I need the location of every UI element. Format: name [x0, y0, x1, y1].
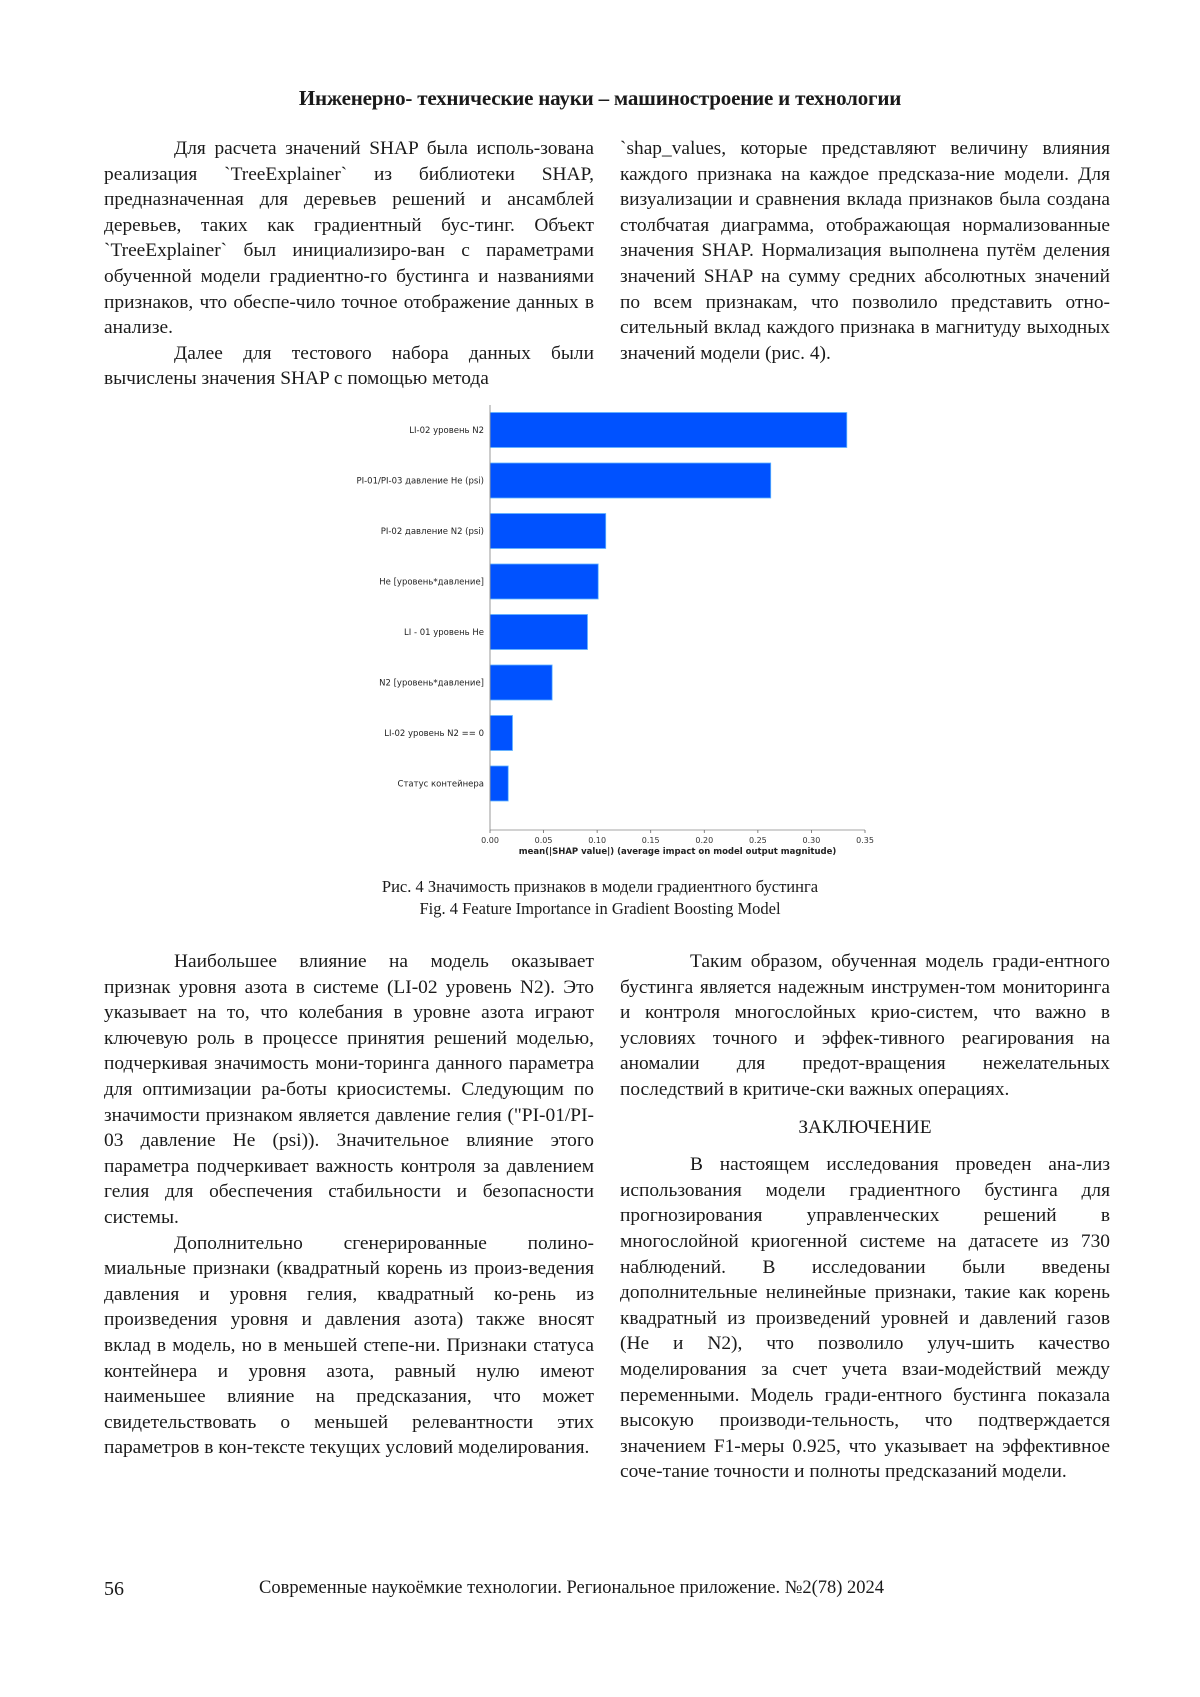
paragraph: В настоящем исследования проведен ана-лиз использования модели градиентного бустинга для прогнозирования управленческих решений в многослойной криогенной системе на датасете из 730 наблюдений. В исследовании были введены дополнительные нелинейные признаки, такие как корень квадратный из произведений уровней и давлений газов (He и N2), что позволило улуч-шить качество моделирования за счет учета взаи-модействий между переменными. Модель гради-ентного бустинга показала высокую производи-тельность, что подтверждается значением F1-меры 0.925, что указывает на эффективное соче-тание точности и полноты предсказаний модели. — [620, 1154, 1110, 1483]
journal-title: Современные наукоёмкие технологии. Региональное приложение. №2(78) 2024 — [259, 1578, 885, 1598]
y-tick-label: LI-02 уровень N2 — [409, 426, 484, 436]
bar — [490, 514, 606, 549]
page-number: 56 — [104, 1578, 124, 1600]
section-title: ЗАКЛЮЧЕНИЕ — [798, 1116, 932, 1138]
paragraph: Далее для тестового набора данных были вычислены значения SHAP с помощью метода — [104, 342, 594, 390]
running-title: Инженерно- технические науки – машиностроение и технологии — [298, 86, 902, 110]
x-tick-label: 0.05 — [534, 836, 553, 845]
text-column-right-bottom — [620, 949, 1110, 1485]
paragraph: Дополнительно сгенерированные полино-миальные признаки (квадратный корень из произ-ведения давления и уровня гелия, квадратный ко-рень из произведения уровня и давления азота) также вносят вклад в модель, но в меньшей степе-ни. Признаки статуса контейнера и уровня азота, равный нулю имеют наименьшее влияние на предсказания, что может свидетельствовать о меньшей релевантности этих параметров в кон-тексте текущих условий моделирования. — [104, 1232, 594, 1459]
paragraph: Наибольшее влияние на модель оказывает признак уровня азота в системе (LI-02 уровень N2). Это указывает на то, что колебания в уровне азота играют ключевую роль в процессе принятия решений моделью, подчеркивая значимость мони-торинга данного параметра для оптимизации ра-боты криосистемы. Следующим по значимости признаком является давление гелия ("PI-01/PI-03 давление He (psi)). Значительное влияние этого параметра подчеркивает важность контроля за давлением гелия для обеспечения стабильности и безопасности системы. — [104, 951, 594, 1228]
text-column-left-bottom — [104, 949, 594, 1461]
y-tick-label: LI-02 уровень N2 == 0 — [384, 729, 484, 739]
x-tick-label: 0.00 — [481, 836, 499, 845]
x-tick-label: 0.25 — [748, 836, 767, 845]
x-tick-label: 0.30 — [802, 836, 821, 845]
bar — [490, 615, 588, 650]
bar — [490, 665, 552, 700]
x-tick-label: 0.20 — [695, 836, 714, 845]
paragraph: Таким образом, обученная модель гради-ентного бустинга является надежным инструмен-том мониторинга и контроля многослойных крио-систем, что важно в условиях точного и эффек-тивного реагирования на аномалии для предот-вращения нежелательных последствий в критиче-ски важных операциях. — [620, 951, 1110, 1100]
x-tick-label: 0.10 — [588, 836, 607, 845]
x-tick-label: 0.35 — [856, 836, 874, 845]
y-tick-label: PI-01/PI-03 давление He (psi) — [356, 476, 484, 487]
feature-importance-chart — [300, 405, 900, 860]
y-tick-label: PI-02 давление N2 (psi) — [380, 527, 484, 537]
y-tick-label: Статус контейнера — [397, 779, 484, 790]
text-column-left-top — [104, 136, 594, 392]
figure-caption — [0, 876, 1200, 920]
chart-svg — [300, 405, 900, 860]
x-tick-label: 0.15 — [641, 836, 660, 845]
caption-ru: Рис. 4 Значимость признаков в модели градиентного бустинга — [381, 877, 819, 896]
bar — [490, 463, 771, 498]
y-tick-label: He [уровень*давление] — [379, 577, 484, 588]
paragraph: `shap_values, которые представляют величину влияния каждого признака на каждое предсказа-ние модели. Для визуализации и сравнения вклада признаков была создана столбчатая диаграмма, отображающая нормализованные значения SHAP. Нормализация выполнена путём деления значений SHAP на сумму средних абсолютных значений по всем признакам, что позволило представить отно-сительный вклад каждого признака в магнитуду выходных значений модели (рис. 4). — [620, 138, 1110, 364]
bar — [490, 716, 513, 751]
y-tick-label: LI - 01 уровень He — [404, 628, 484, 638]
bar — [490, 564, 598, 599]
bar — [490, 766, 508, 801]
paragraph: Для расчета значений SHAP была исполь-зована реализация `TreeExplainer` из библиотеки SHAP, предназначенная для деревьев решений и ансамблей деревьев, таких как градиентный бус-тинг. Объект `TreeExplainer` был инициализиро-ван с параметрами обученной модели градиентно-го бустинга и названиями признаков, что обеспе-чило точное отображение данных в анализе. — [104, 138, 594, 339]
bar — [490, 413, 847, 448]
x-axis-label: mean(|SHAP value|) (average impact on model output magnitude) — [518, 847, 837, 857]
text-column-right-top — [620, 136, 1110, 366]
y-tick-label: N2 [уровень*давление] — [379, 678, 484, 689]
caption-en: Fig. 4 Feature Importance in Gradient Boosting Model — [419, 899, 781, 918]
